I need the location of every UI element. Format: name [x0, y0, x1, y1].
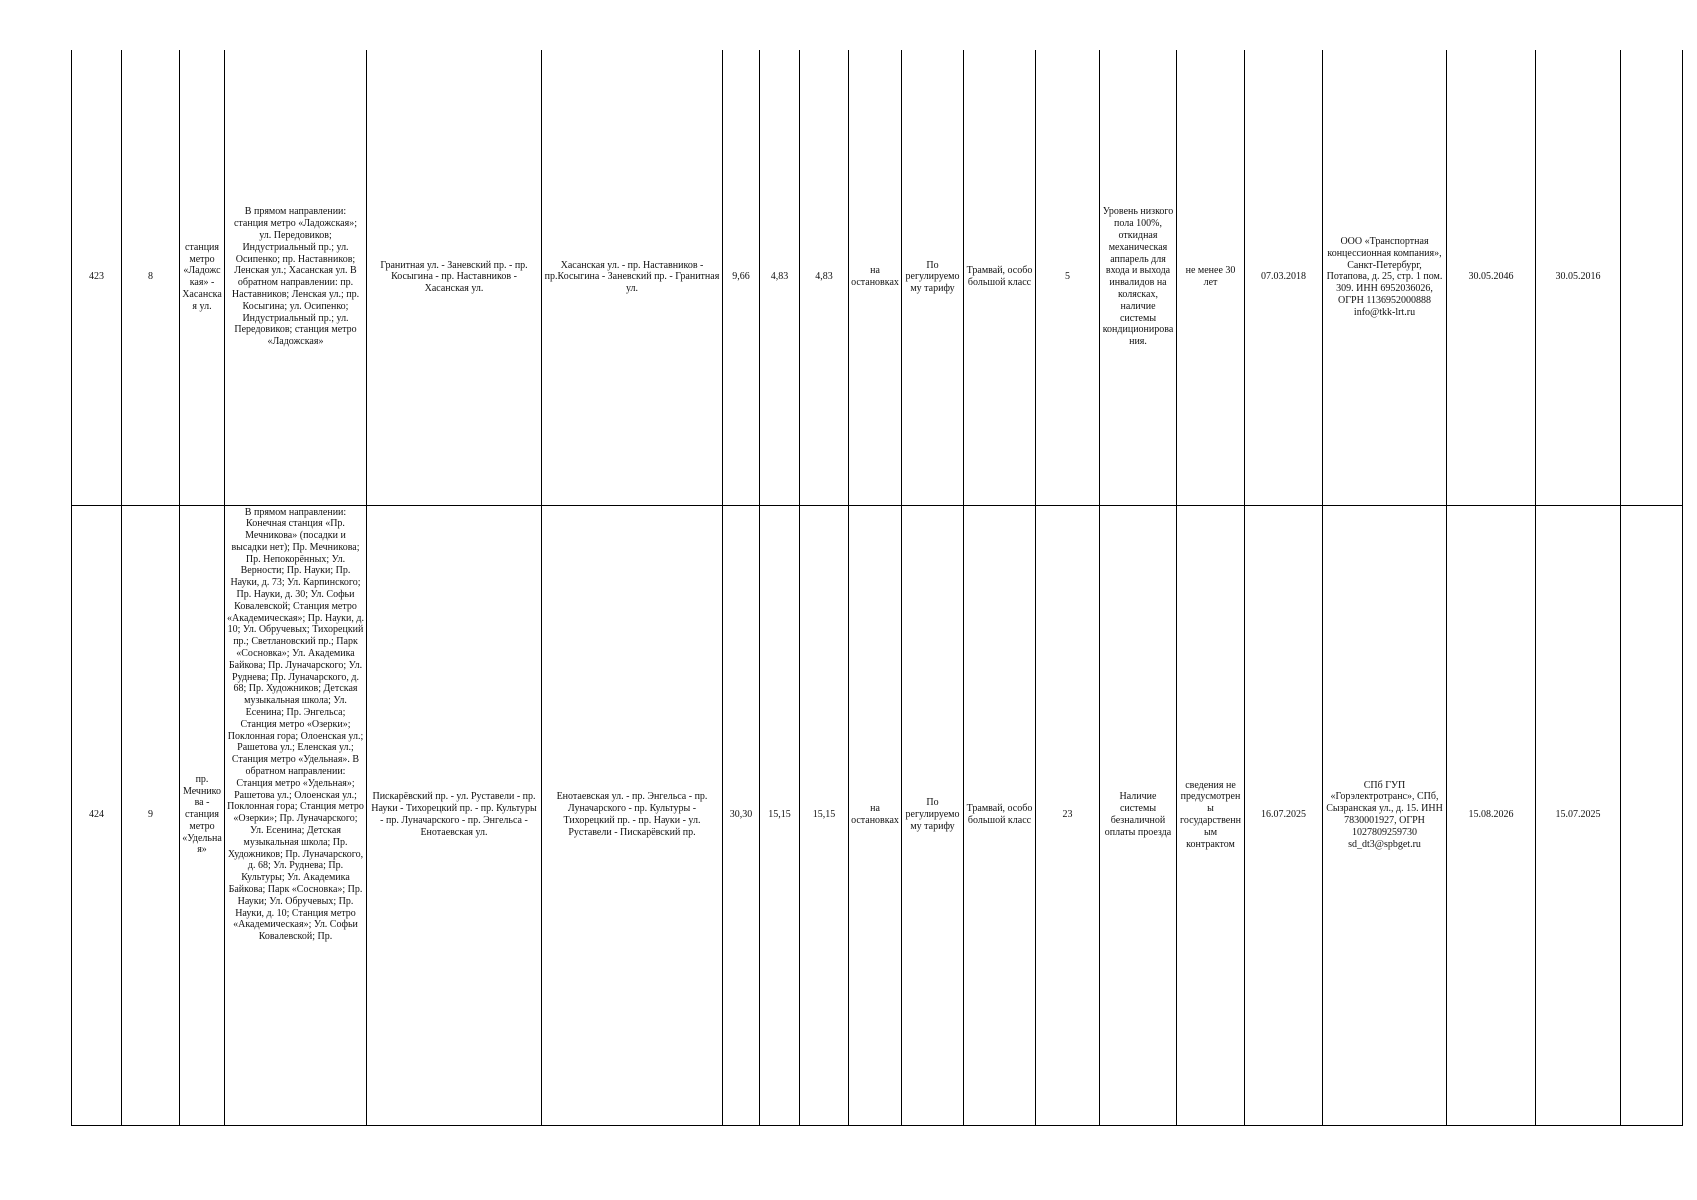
vehicle-count-cell: 23 — [1036, 505, 1100, 1125]
stops-text: В прямом направлении: Конечная станция «Пр. Мечникова» (посадки и высадки нет); Пр. Мечникова; Пр. Непокорённых; Ул. Верности; Пр. Науки; Пр. Науки, д. 73; Ул. Карпинского; Пр. Науки, д. 30; Ул. Софьи Ковалевской; Станция метро «Академическая»; Пр. Науки, д. 10; Ул. Обручевых; Тихорецкий пр.; Светлановский пр.; Парк «Сосновка»; Ул. Академика Байкова; Пр. Луначарского; Ул. Руднева; Пр. Луначарского, д. 68; Пр. Художников; Детская музыкальная школа; Ул. Есенина; Пр. Энгельса; Станция метро «Озерки»; Поклонная гора; Олоенская ул.; Рашетова ул.; Еленская ул.; Станция метро «Удельная». В обратном направлении: Станция метро «Удельная»; Рашетова ул.; Олоенская ул.; Поклонная гора; Станция метро «Озерки»; Пр. Луначарского; Ул. Есенина; Детская музыкальная школа; Пр. Художников; Пр. Луначарского, д. 68; Ул. Руднева; Пр. Культуры; Ул. Академика Байкова; Парк «Сосновка»; Пр. Науки; Ул. Обручевых; Пр. Науки, д. 10; Станция метро «Академическая»; Ул. Софьи Ковалевской; Пр. — [227, 506, 364, 943]
vehicle-type-cell: Трамвай, особо большой класс — [964, 505, 1036, 1125]
vehicle-type-cell: Трамвай, особо большой класс — [964, 50, 1036, 505]
start-date-cell: 16.07.2025 — [1245, 505, 1323, 1125]
route-number-cell: 8 — [122, 50, 180, 505]
carrier-cell: ООО «Транспортная концессионная компания», Санкт-Петербург, Потапова, д. 25, стр. 1 пом. 309. ИНН 6952036026, ОГРН 1136952000888 info@tkk-lrt.ru — [1323, 50, 1447, 505]
carrier-cell: СПб ГУП «Горэлектротранс», СПб, Сызранская ул., д. 15. ИНН 7830001927, ОГРН 1027809259730 sd_dt3@spbget.ru — [1323, 505, 1447, 1125]
registration-number-cell: 423 — [72, 50, 122, 505]
start-date-cell: 07.03.2018 — [1245, 50, 1323, 505]
stops-cell — [225, 505, 367, 1125]
extra-cell — [1621, 505, 1683, 1125]
tariff-cell: По регулируемому тарифу — [902, 50, 964, 505]
registry-sheet — [71, 50, 1682, 1126]
tariff-cell: По регулируемому тарифу — [902, 505, 964, 1125]
length-forward-cell: 4,83 — [760, 50, 800, 505]
streets-forward-cell: Гранитная ул. - Заневский пр. - пр. Косыгина - пр. Наставников - Хасанская ул. — [367, 50, 542, 505]
vehicle-age-cell: сведения не предусмотрены государственным контрактом — [1177, 505, 1245, 1125]
extra-cell — [1621, 50, 1683, 505]
streets-backward-cell: Хасанская ул. - пр. Наставников - пр.Косыгина - Заневский пр. - Гранитная ул. — [542, 50, 723, 505]
table-row — [72, 50, 1683, 505]
length-total-cell: 9,66 — [723, 50, 760, 505]
length-backward-cell: 4,83 — [800, 50, 849, 505]
length-forward-cell: 15,15 — [760, 505, 800, 1125]
streets-backward-cell: Енотаевская ул. - пр. Энгельса - пр. Луначарского - пр. Культуры - Тихорецкий пр. - пр. Науки - ул. Руставели - Пискарёвский пр. — [542, 505, 723, 1125]
vehicle-characteristics-cell: Наличие системы безналичной оплаты проезда — [1100, 505, 1177, 1125]
date-b-cell: 15.07.2025 — [1536, 505, 1621, 1125]
table-row — [72, 505, 1683, 1125]
route-number-cell: 9 — [122, 505, 180, 1125]
date-a-cell: 30.05.2046 — [1447, 50, 1536, 505]
length-backward-cell: 15,15 — [800, 505, 849, 1125]
vehicle-count-cell: 5 — [1036, 50, 1100, 505]
vehicle-characteristics-cell: Уровень низкого пола 100%, откидная механическая аппарель для входа и выхода инвалидов на колясках, наличие системы кондиционирования. — [1100, 50, 1177, 505]
streets-forward-cell: Пискарёвский пр. - ул. Руставели - пр. Науки - Тихорецкий пр. - пр. Культуры - пр. Луначарского - пр. Энгельса - Енотаевская ул. — [367, 505, 542, 1125]
stops-cell: В прямом направлении: станция метро «Ладожская»; ул. Передовиков; Индустриальный пр.; ул. Осипенко; пр. Наставников; Ленская ул.; Хасанская ул. В обратном направлении: пр. Наставников; Ленская ул.; пр. Косыгина; ул. Осипенко; Индустриальный пр.; ул. Передовиков; станция метро «Ладожская» — [225, 50, 367, 505]
route-name-cell: станция метро «Ладожская» - Хасанская ул. — [180, 50, 225, 505]
length-total-cell: 30,30 — [723, 505, 760, 1125]
route-name-cell: пр. Мечникова - станция метро «Удельная» — [180, 505, 225, 1125]
route-registry-table — [71, 50, 1683, 1126]
boarding-cell: на остановках — [849, 505, 902, 1125]
boarding-cell: на остановках — [849, 50, 902, 505]
vehicle-age-cell: не менее 30 лет — [1177, 50, 1245, 505]
registration-number-cell: 424 — [72, 505, 122, 1125]
date-b-cell: 30.05.2016 — [1536, 50, 1621, 505]
date-a-cell: 15.08.2026 — [1447, 505, 1536, 1125]
